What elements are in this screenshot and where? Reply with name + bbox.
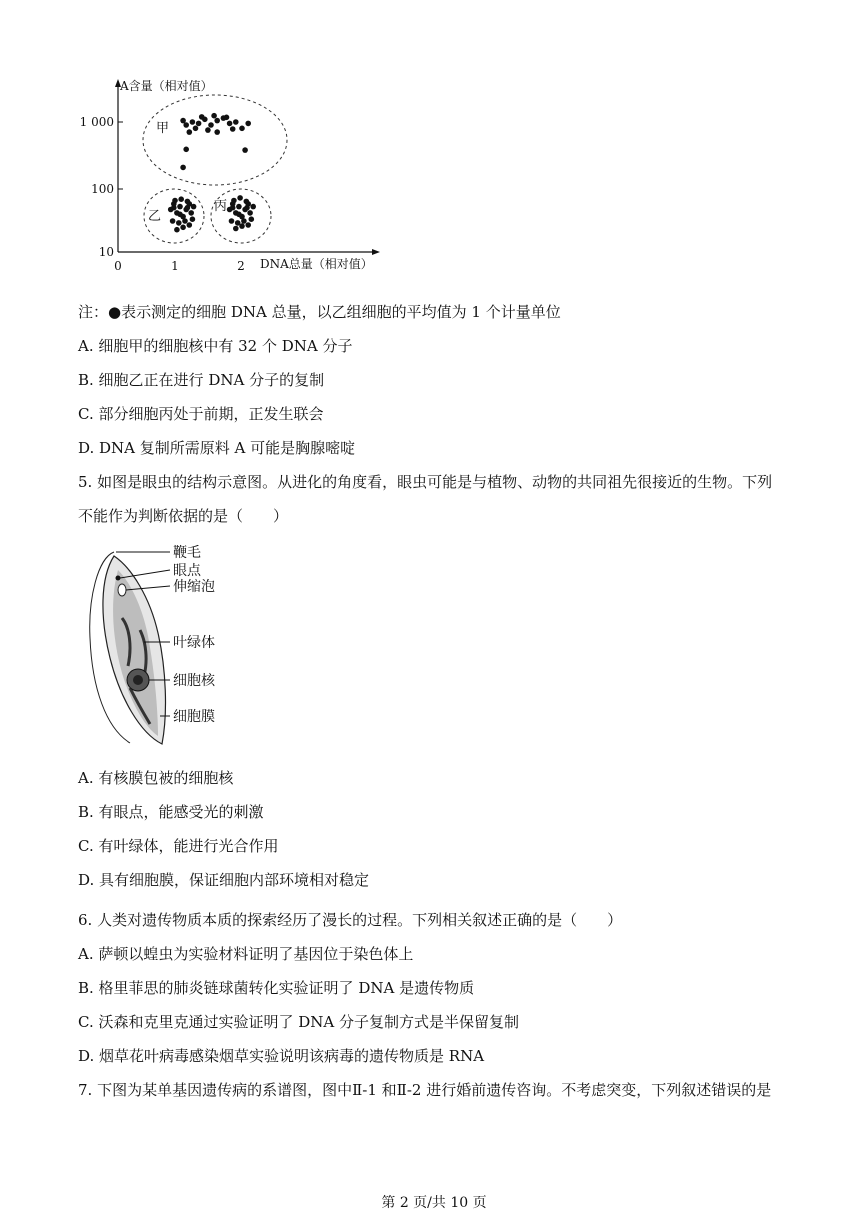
data-point-group1-8 [176, 220, 182, 226]
q5-option-c: C. 有叶绿体，能进行光合作用 [78, 837, 279, 855]
x-axis-label: DNA总量（相对值） [260, 257, 373, 271]
data-point-group1-3 [177, 204, 183, 210]
data-point-group1-11 [190, 216, 196, 222]
data-point-group1-15 [171, 205, 177, 211]
q4-option-d: D. DNA 复制所需原料 A 可能是胸腺嘧啶 [78, 439, 356, 457]
data-point-group2-14 [244, 199, 250, 205]
y-tick-label-100: 100 [91, 182, 114, 196]
data-point-group0-17 [211, 113, 217, 119]
group-label-yi: 乙 [148, 209, 162, 224]
data-point-group0-8 [233, 119, 239, 125]
data-point-group0-14 [230, 126, 236, 132]
x-tick-label-2: 2 [237, 259, 245, 273]
data-point-group1-19 [180, 225, 186, 231]
q6-option-c: C. 沃森和克里克通过实验证明了 DNA 分子复制方式是半保留复制 [78, 1013, 520, 1031]
data-point-group0-9 [239, 126, 245, 132]
x-tick-label-1: 1 [171, 259, 179, 273]
data-point-group2-17 [244, 205, 250, 211]
data-point-group0-18 [224, 115, 230, 121]
label-contractile-vacuole: 伸缩泡 [173, 579, 215, 595]
data-point-group0-7 [227, 121, 233, 127]
data-point-group2-15 [230, 205, 236, 211]
data-point-group1-20 [187, 222, 193, 228]
chart-note: 注：●表示测定的细胞 DNA 总量，以乙组细胞的平均值为 1 个计量单位 [78, 303, 561, 321]
nucleolus [133, 675, 143, 685]
group-label-jia: 甲 [156, 121, 170, 136]
q7-stem: 7. 下图为某单基因遗传病的系谱图，图中Ⅱ-1 和Ⅱ-2 进行婚前遗传咨询。不考虑突变，下列叙述错误的是 [78, 1081, 772, 1099]
group-label-bing: 丙 [214, 199, 228, 214]
q6-stem: 6. 人类对遗传物质本质的探索经历了漫长的过程。下列相关叙述正确的是（ ） [78, 911, 623, 929]
data-point-group2-13 [237, 195, 243, 201]
data-point-group2-16 [236, 212, 242, 218]
data-point-group1-21 [191, 204, 197, 210]
data-point-group1-16 [177, 212, 183, 218]
q5-option-a: A. 有核膜包被的细胞核 [78, 769, 234, 787]
data-point-group1-10 [188, 210, 194, 216]
label-cell-membrane: 细胞膜 [173, 709, 215, 725]
data-point-group2-12 [231, 198, 237, 204]
data-point-group2-10 [247, 210, 253, 216]
data-point-group2-21 [250, 204, 256, 210]
data-points [168, 113, 256, 233]
label-chloroplast: 叶绿体 [173, 635, 215, 651]
q5-option-d: D. 具有细胞膜，保证细胞内部环境相对稳定 [78, 871, 370, 889]
data-point-group1-13 [178, 196, 184, 202]
group-jia-ellipse [143, 95, 287, 185]
scatter-chart [70, 70, 400, 280]
q6-option-b: B. 格里菲思的肺炎链球菌转化实验证明了 DNA 是遗传物质 [78, 979, 475, 997]
data-point-group0-15 [187, 129, 193, 135]
q6-option-d: D. 烟草花叶病毒感染烟草实验说明该病毒的遗传物质是 RNA [78, 1047, 485, 1065]
q4-option-a: A. 细胞甲的细胞核中有 32 个 DNA 分子 [78, 337, 353, 355]
data-point-group2-18 [233, 226, 239, 232]
x-tick-label-0: 0 [114, 259, 122, 273]
page-footer: 第 2 页/共 10 页 [381, 1195, 487, 1211]
label-flagellum: 鞭毛 [173, 545, 201, 561]
data-point-group2-9 [241, 218, 247, 224]
y-axis-label: A含量（相对值） [120, 79, 213, 93]
q5-stem-line2: 不能作为判断依据的是（ ） [78, 507, 289, 525]
data-point-group1-9 [182, 218, 188, 224]
data-point-group0-16 [199, 114, 205, 120]
data-point-group0-22 [180, 165, 186, 171]
data-point-group2-20 [245, 222, 251, 228]
euglena-diagram [70, 538, 270, 750]
data-point-group1-14 [185, 199, 191, 205]
data-point-group0-12 [205, 127, 211, 133]
data-point-group0-13 [214, 129, 220, 135]
q5-option-b: B. 有眼点，能感受光的刺激 [78, 803, 264, 821]
y-tick-label-1000: 1 000 [79, 115, 114, 129]
data-point-group0-10 [245, 121, 251, 127]
data-point-group2-11 [249, 216, 255, 222]
data-point-group0-2 [196, 121, 202, 127]
data-point-group1-18 [174, 227, 180, 233]
data-point-group2-3 [236, 204, 242, 210]
q4-option-c: C. 部分细胞丙处于前期，正发生联会 [78, 405, 324, 423]
data-point-group0-1 [190, 119, 196, 125]
x-axis-arrow [372, 249, 380, 255]
label-eyespot: 眼点 [173, 563, 201, 579]
data-point-group2-7 [229, 218, 235, 224]
data-point-group1-12 [172, 198, 178, 204]
q6-option-a: A. 萨顿以蝗虫为实验材料证明了基因位于染色体上 [78, 945, 414, 963]
data-point-group0-20 [183, 147, 189, 153]
eyespot [116, 576, 121, 581]
q5-stem-line1: 5. 如图是眼虫的结构示意图。从进化的角度看，眼虫可能是与植物、动物的共同祖先很接近的生物。下列 [78, 473, 773, 491]
data-point-group0-4 [208, 122, 214, 128]
q4-option-b: B. 细胞乙正在进行 DNA 分子的复制 [78, 371, 325, 389]
data-point-group1-7 [170, 218, 176, 224]
data-point-group0-21 [242, 147, 248, 153]
data-point-group2-19 [239, 223, 245, 229]
data-point-group0-19 [180, 118, 186, 124]
data-point-group1-17 [185, 205, 191, 211]
chart-svg [70, 70, 400, 280]
data-point-group0-11 [193, 126, 199, 132]
label-nucleus: 细胞核 [173, 673, 215, 689]
y-tick-label-10: 10 [98, 245, 114, 259]
euglena-svg [70, 538, 270, 750]
contractile-vacuole [118, 584, 126, 596]
data-point-group0-5 [214, 118, 220, 124]
